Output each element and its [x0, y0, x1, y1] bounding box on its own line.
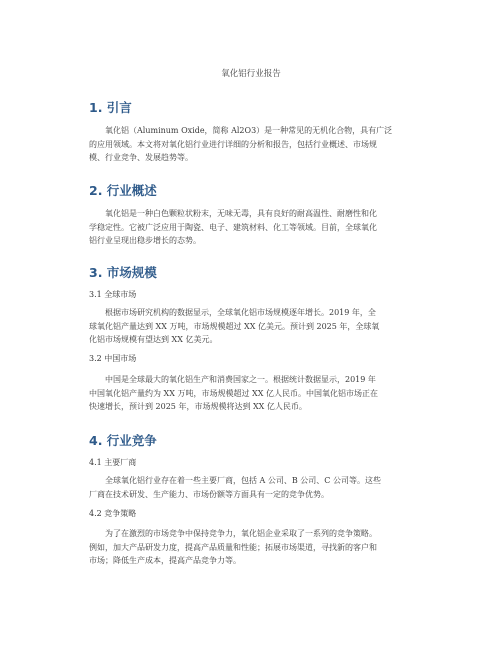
paragraph-line: 例如，加大产品研发力度，提高产品质量和性能；拓展市场渠道，寻找新的客户和: [89, 542, 377, 552]
paragraph-line: 铝行业呈现出稳步增长的态势。: [89, 236, 201, 245]
paragraph-line: 市场；降低生产成本，提高产品竞争力等。: [89, 556, 241, 565]
section-heading-introduction: 1. 引言: [89, 100, 132, 115]
subsection-heading-china-market: 3.2 中国市场: [89, 354, 137, 363]
paragraph-line: 为了在激烈的市场竞争中保持竞争力，氧化铝企业采取了一系列的竞争策略。: [105, 529, 377, 538]
paragraph-line: 球氧化铝产量达到 XX 万吨，市场规模超过 XX 亿美元。预计到 2025 年，全球氧: [89, 321, 380, 331]
paragraph-line: 氧化铝（Aluminum Oxide，简称 Al2O3）是一种常见的无机化合物，具有广泛: [105, 126, 393, 135]
paragraph-line: 化铝市场规模有望达到 XX 亿美元。: [89, 335, 218, 344]
subsection-paragraph-china-market: [89, 373, 417, 414]
subsection-heading-global-market: 3.1 全球市场: [89, 290, 137, 299]
section-heading-competition: 4. 行业竞争: [89, 433, 157, 448]
section-paragraph-introduction: [89, 124, 417, 165]
paragraph-line: 氧化铝是一种白色颗粒状粉末，无味无毒，具有良好的耐高温性、耐磨性和化: [105, 209, 377, 218]
document-title: 氧化铝行业报告: [221, 69, 281, 79]
subsection-paragraph-global-market: [89, 306, 417, 347]
paragraph-line: 的应用领域。本文将对氧化铝行业进行详细的分析和报告，包括行业概述、市场规: [89, 139, 377, 149]
subsection-heading-competitive-strategy: 4.2 竞争策略: [89, 509, 137, 518]
paragraph-line: 厂商在技术研发、生产能力、市场份额等方面具有一定的竞争优势。: [89, 489, 329, 499]
section-heading-market-size: 3. 市场规模: [89, 265, 157, 280]
paragraph-line: 学稳定性。它被广泛应用于陶瓷、电子、建筑材料、化工等领域。目前，全球氧化: [89, 222, 377, 232]
subsection-heading-major-manufacturers: 4.1 主要厂商: [89, 458, 137, 467]
paragraph-line: 全球氧化铝行业存在着一些主要厂商，包括 A 公司、B 公司、C 公司等。这些: [105, 476, 381, 485]
paragraph-line: 中国是全球最大的氧化铝生产和消费国家之一。根据统计数据显示，2019 年: [105, 375, 376, 384]
paragraph-line: 快速增长，预计到 2025 年，市场规模将达到 XX 亿人民币。: [89, 402, 307, 411]
paragraph-line: 根据市场研究机构的数据显示，全球氧化铝市场规模逐年增长。2019 年，全: [105, 308, 376, 317]
subsection-paragraph-major-manufacturers: [89, 474, 417, 501]
paragraph-line: 中国氧化铝产量约为 XX 万吨，市场规模超过 XX 亿人民币。中国氧化铝市场正在: [89, 388, 378, 398]
section-paragraph-overview: [89, 207, 417, 248]
paragraph-line: 模、行业竞争、发展趋势等。: [89, 153, 193, 162]
subsection-paragraph-competitive-strategy: [89, 527, 417, 568]
section-heading-overview: 2. 行业概述: [89, 183, 157, 198]
